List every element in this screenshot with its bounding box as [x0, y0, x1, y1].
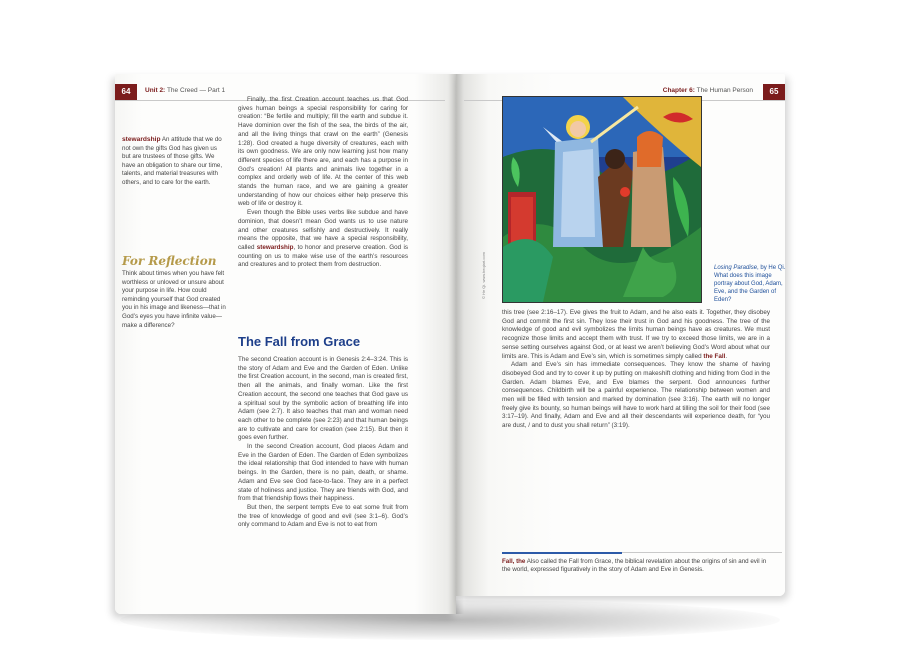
paragraph-text: this tree (see 2:16–17). Eve gives the fruit to Adam, and he also eats it. Together, they disobey God and commit the first sin. They lose their trust in God and his goodness. The tree of the knowledge of good and evil symbolizes the limits human beings have as creatures. We must recognize those limits and accept them with trust. If we try to exceed those limits, we are in a sense setting ourselves against God, or at least we aren’t believing God’s Word about what our limits are. This is Adam and Eve’s sin, which is sometimes simply called: [502, 309, 770, 360]
left-section-column: [238, 356, 408, 530]
image-credit: © He Qi. www.heqiart.com: [481, 252, 486, 299]
artwork-caption: [714, 264, 785, 304]
body-paragraph: Finally, the first Creation account teaches us that God gives human beings a special responsibility for caring for creation: “Be fertile and multiply; fill the earth and subdue it. Have dominion over the fish of the sea, the birds of the air, and all the living things that crawl on the earth” (Genesis 1:28). God created a huge diversity of creatures, each with its own goodness. We are only now learning just how many different species of life there are, and each has a purpose in God’s creation! All plants and animals live together in a complex and orderly web of life. At the center of this web stands the human race, and we are gaining a greater understanding of how our choices either help preserve this web of life or destroy it.: [238, 96, 408, 208]
body-paragraph: Adam and Eve’s sin has immediate consequences. They know the shame of having disobeyed God and try to cover it up by putting on makeshift clothing and hiding from God in the Garden. Adam blames Eve, and Eve blames the serpent. God announces further consequences. Childbirth will be a painful experience. The relationship between women and men will be filled with tension and marked by domination (see 3:16). The earth will no longer freely give its bounty, so human beings will have to work hard at tilling the soil for their food (see 3:17–19). And finally, Adam and Eve and all their descendants will experience death, for “you are dust, / and to dust you shall return” (3:19).: [502, 361, 770, 430]
right-running-head-title: The Human Person: [696, 87, 753, 94]
glossary-entry: [502, 558, 770, 575]
left-main-column: [238, 96, 408, 270]
paragraph-text: .: [725, 352, 728, 360]
left-page: [115, 74, 456, 614]
sidebar-definition: An attitude that we do not own the gifts God has given us but are trustees of those gifts. We have an obligation to share our time, talents, and material treasures with others, and to care for the earth.: [122, 136, 223, 186]
reflection-text: Think about times when you have felt worthless or unloved or unsure about your purpose in life. How could reminding yourself that God created you in his image and likeness—that in God’s eyes you have infinite value—make a difference?: [122, 270, 226, 329]
left-running-head: [145, 87, 225, 94]
book-gutter: [448, 74, 464, 614]
left-running-head-unit: Unit 2:: [145, 87, 166, 94]
section-heading: The Fall from Grace: [238, 334, 361, 349]
caption-text: , by He Qi. What does this image portray about God, Adam, Eve, and the Garden of Eden?: [714, 265, 785, 303]
keyword-stewardship: stewardship: [256, 243, 294, 251]
paragraph-text: Even though the Bible uses verbs like subdue and have dominion, that doesn’t mean God wants us to use nature and other creatures selfishly and destructively. It really means the opposite, that we have a special responsibility, called: [238, 209, 408, 251]
glossary-definition: Also called the Fall from Grace, the biblical revelation about the origins of sin and evil in the world, expressed figuratively in the story of Adam and Eve in Genesis.: [502, 558, 767, 574]
keyword-the-fall: the Fall: [703, 352, 726, 360]
left-running-head-title: The Creed — Part 1: [166, 87, 226, 94]
body-paragraph: The second Creation account is in Genesis 2:4–3:24. This is the story of Adam and Eve and the Garden of Eden. Unlike the first Creation account, in the second, man is created first, then all the animals, and finally woman. Like the first Creation account, the second one teaches that God gave us a spiritual soul by the symbolic action of breathing life into Adam (see 2:7). It also teaches that man and woman need each other to be complete (see 2:23) and that human beings are to cultivate and care for creation (see 2:15). But then it goes even further.: [238, 356, 408, 442]
right-main-column: [502, 309, 770, 431]
artwork-illustration: [503, 97, 701, 302]
sidebar-term: stewardship: [122, 136, 161, 143]
left-page-number: 64: [115, 84, 137, 100]
reflection-title: For Reflection: [122, 254, 217, 268]
body-paragraph: [238, 209, 408, 270]
body-paragraph: [502, 309, 770, 361]
glossary-term: Fall, the: [502, 558, 526, 565]
glossary-accent-bar: [502, 552, 622, 554]
right-page-number: 65: [763, 84, 785, 100]
body-paragraph: But then, the serpent tempts Eve to eat some fruit from the tree of knowledge of good and evil (see 3:1–6). God’s only command to Adam and Eve is not to eat from: [238, 503, 408, 529]
body-paragraph: In the second Creation account, God places Adam and Eve in the Garden of Eden. The Garden of Eden symbolizes the ideal relationship that God intended to have with human beings. In the Garden, there is no pain, death, or shame. Adam and Eve see God face-to-face. They are in a perfect state of holiness and justice. They are friends with God, and from that friendship flows their happiness.: [238, 443, 408, 503]
right-running-head-chapter: Chapter 6:: [662, 87, 695, 94]
right-running-head: [663, 87, 753, 94]
right-page: [456, 74, 785, 596]
paragraph-text: , to honor and preserve creation. God is counting on us to make wise use of the earth’s resources and creatures and to protect them from destruction.: [238, 243, 408, 269]
sidebar-glossary: [122, 136, 226, 188]
caption-title: Losing Paradise: [714, 265, 758, 271]
artwork-losing-paradise: [502, 96, 702, 303]
